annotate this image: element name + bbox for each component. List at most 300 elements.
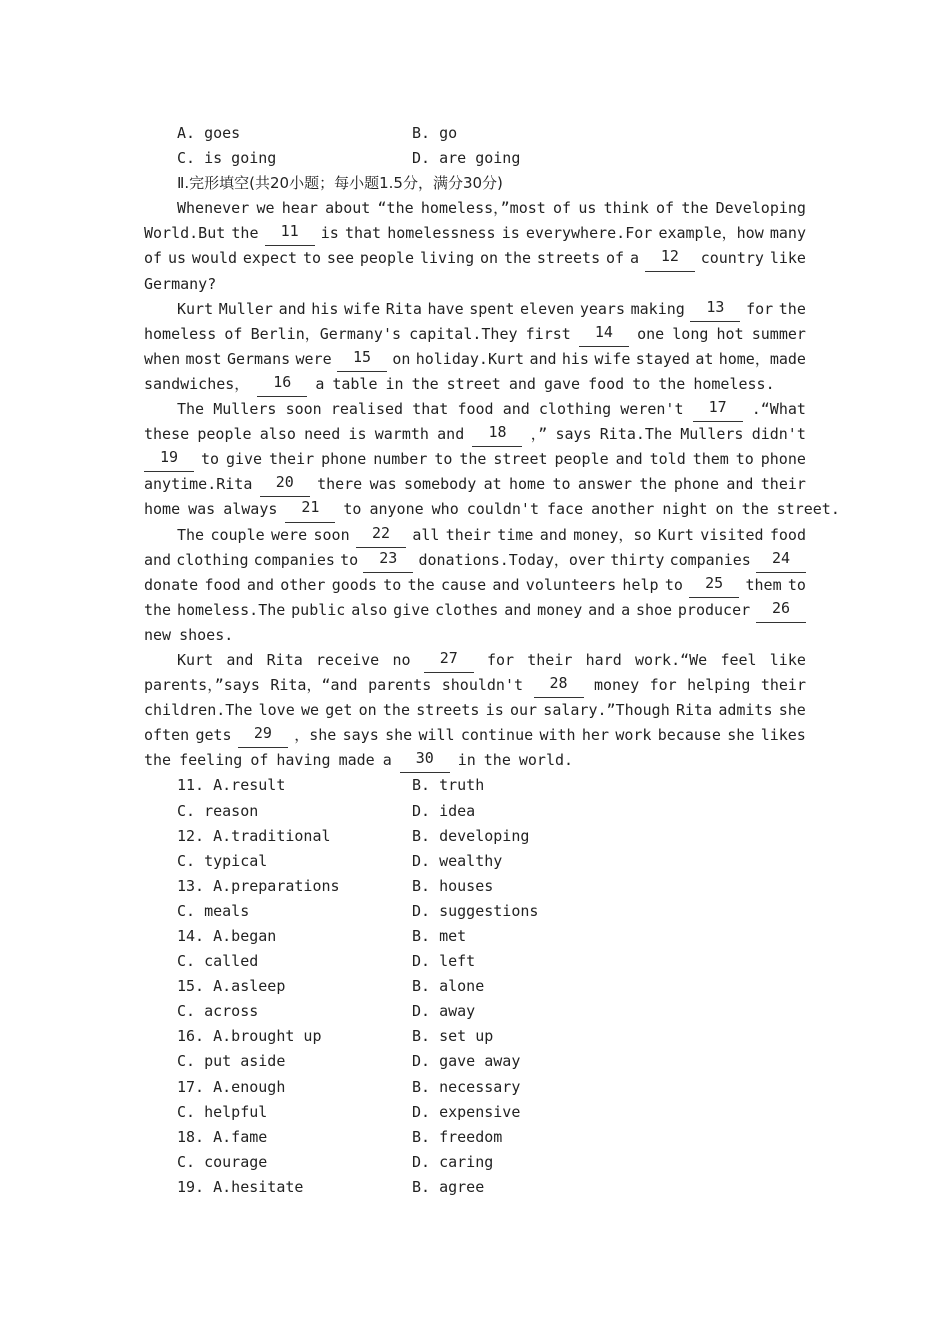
word: on [358, 701, 377, 720]
word: the [778, 299, 806, 318]
word: parents [368, 676, 432, 695]
text-line [144, 347, 806, 372]
word: also [351, 600, 388, 619]
text-line [144, 623, 806, 648]
word: receive [316, 650, 380, 669]
word: and [278, 299, 306, 318]
word: and [539, 525, 567, 544]
answer-blank: 27 [424, 648, 474, 673]
word: us [578, 199, 597, 218]
paragraph [144, 297, 806, 397]
option-a: C. typical [177, 851, 268, 870]
word: work [615, 726, 652, 745]
word: many [769, 224, 806, 243]
word: .“What [751, 400, 806, 419]
word: world. [518, 751, 574, 770]
word: the [231, 224, 259, 243]
word: homeless，”most [420, 199, 546, 218]
word: wife [344, 299, 381, 318]
word: the [483, 751, 511, 770]
word: long [672, 324, 709, 343]
text-line [144, 748, 806, 773]
option-row [144, 899, 806, 924]
answer-blank: 11 [265, 221, 315, 246]
option-a: A. goes [177, 124, 241, 142]
word: she [727, 726, 755, 745]
word: see [326, 249, 354, 268]
option-a: C. courage [177, 1152, 268, 1171]
word: cause [440, 575, 487, 594]
word: Rita [385, 299, 422, 318]
word: was [188, 500, 216, 519]
option-row [144, 773, 806, 798]
answer-blank: 24 [756, 548, 806, 573]
word: is [501, 224, 520, 243]
text-line [144, 322, 806, 347]
text-line [144, 372, 806, 397]
word: to [383, 575, 402, 594]
word: them [745, 575, 782, 594]
word: to [787, 575, 806, 594]
word: there [317, 475, 363, 494]
word: their [760, 475, 806, 494]
word: we [300, 701, 320, 720]
option-b: D. idea [412, 801, 476, 820]
word: to [343, 500, 362, 519]
word: and [588, 600, 616, 619]
word: to [664, 575, 683, 594]
option-b: B. agree [412, 1177, 485, 1196]
option-row [144, 824, 806, 849]
word: ，” [530, 425, 548, 444]
option-b: D. caring [412, 1152, 494, 1171]
word: World.But [144, 224, 226, 243]
option-a: 17. A.enough [177, 1077, 286, 1096]
text-line [144, 397, 806, 422]
option-row [144, 999, 806, 1024]
word: admits [718, 701, 773, 720]
word: and [504, 600, 532, 619]
option-a: 18. A.fame [177, 1127, 268, 1146]
word: her [581, 726, 609, 745]
word: their [527, 650, 573, 669]
word: somebody [404, 475, 477, 494]
word: answer [577, 475, 633, 494]
word: ，she [294, 726, 337, 745]
option-b: D. wealthy [412, 851, 503, 870]
option-row [144, 849, 806, 874]
word: first [525, 324, 571, 343]
word: and [246, 575, 274, 594]
word: night [662, 500, 708, 519]
word: is [348, 425, 367, 444]
word: Rita [675, 701, 713, 720]
word: volunteers [525, 575, 617, 594]
word: Mullers [680, 425, 744, 444]
option-a: 16. A.brought up [177, 1027, 322, 1046]
word: living [419, 249, 475, 268]
text-line [144, 523, 806, 548]
word: in [457, 751, 476, 770]
option-row [144, 1175, 806, 1200]
answer-blank: 17 [693, 397, 743, 422]
word: money [593, 676, 640, 695]
word: The [177, 400, 205, 419]
word: and [615, 450, 643, 469]
word: street [493, 450, 548, 469]
word: have [427, 299, 464, 318]
option-row [144, 121, 806, 146]
word: of [224, 324, 243, 343]
word: stayed [635, 349, 690, 368]
word: help [622, 575, 659, 594]
word: his [561, 349, 589, 368]
option-row [144, 1024, 806, 1049]
word: and [492, 575, 520, 594]
text-line [144, 272, 806, 297]
word: number [373, 450, 428, 469]
text-line [144, 497, 840, 522]
word: producer [677, 600, 751, 619]
word: to [340, 550, 359, 569]
word: always [223, 500, 278, 519]
word: years [579, 299, 625, 318]
option-a: C. put aside [177, 1052, 286, 1071]
word: likes [760, 726, 806, 745]
word: Rita.The [599, 425, 673, 444]
answer-blank: 19 [144, 447, 194, 472]
word: were [295, 349, 332, 368]
word: soon [285, 400, 322, 419]
word: spent [469, 299, 515, 318]
word: the [411, 374, 439, 393]
word: realised [330, 400, 404, 419]
option-row [144, 146, 806, 171]
option-b: D. left [412, 952, 476, 971]
word: of [553, 199, 572, 218]
word: Developing [715, 199, 806, 218]
word: Kurt [177, 299, 214, 318]
text-line [144, 221, 806, 246]
word: homeless. [693, 374, 775, 393]
word: on [480, 249, 499, 268]
answer-blank: 26 [756, 598, 806, 623]
word: that [344, 224, 382, 243]
word: other [280, 575, 326, 594]
word: at [695, 349, 714, 368]
word: Germany? [144, 274, 217, 293]
word: clothing [176, 550, 249, 569]
answer-blank: 12 [645, 246, 695, 271]
word: of [250, 751, 269, 770]
word: would [191, 249, 238, 268]
word: homeless.The [176, 600, 286, 619]
word: the [382, 701, 410, 720]
word: people [197, 425, 252, 444]
text-line [144, 196, 806, 221]
option-row [144, 1125, 806, 1150]
word: food [204, 575, 241, 594]
word: says [555, 425, 592, 444]
word: parents，”says [144, 676, 260, 695]
paragraph [144, 523, 806, 648]
text-line [144, 598, 806, 623]
option-a: 19. A.hesitate [177, 1177, 304, 1196]
word: Berlin，Germany's [250, 324, 402, 343]
word: the [503, 249, 532, 268]
word: Germans [226, 349, 291, 368]
word: streets [536, 249, 601, 268]
word: street. [776, 500, 840, 519]
answer-blank: 18 [472, 422, 522, 447]
word: gets [195, 726, 232, 745]
word: of [656, 199, 675, 218]
word: a [621, 600, 631, 619]
word: home，made [718, 349, 806, 368]
answer-options [144, 773, 806, 1200]
word: was [369, 475, 397, 494]
answer-blank: 21 [285, 497, 335, 522]
word: to [200, 450, 219, 469]
word: we [256, 199, 275, 218]
word: get [325, 701, 353, 720]
word: Muller [218, 299, 273, 318]
word: in [385, 374, 404, 393]
word: to [434, 450, 453, 469]
answer-blank: 25 [689, 573, 739, 598]
text-line [144, 723, 806, 748]
word: she [385, 726, 413, 745]
word: goods [331, 575, 377, 594]
word: continue [460, 726, 534, 745]
word: and [508, 374, 536, 393]
word: phone [760, 450, 806, 469]
text-line [144, 447, 806, 472]
word: that [412, 400, 449, 419]
option-row [144, 1150, 806, 1175]
word: phone [321, 450, 367, 469]
word: Rita，“and [270, 676, 358, 695]
word: didn't [751, 425, 806, 444]
word: no [392, 650, 411, 669]
word: clothes [435, 600, 499, 619]
word: streets [416, 701, 480, 720]
word: food [457, 400, 494, 419]
text-line [144, 698, 806, 723]
word: table [332, 374, 378, 393]
word: love [258, 701, 295, 720]
option-b: B. truth [412, 776, 485, 795]
word: one [637, 324, 665, 343]
option-a: C. meals [177, 901, 250, 920]
word: face [547, 500, 584, 519]
word: these [144, 425, 190, 444]
text-line [144, 548, 806, 573]
word: sandwiches， [144, 374, 250, 393]
option-b: B. alone [412, 977, 485, 996]
word: the [144, 751, 172, 770]
previous-question-options [144, 121, 806, 171]
option-a: C. across [177, 1002, 259, 1021]
text-line [144, 422, 806, 447]
word: couple [210, 525, 265, 544]
word: their [445, 525, 491, 544]
word: anyone [369, 500, 424, 519]
word: new [144, 625, 172, 644]
word: the [741, 500, 769, 519]
word: hard [585, 650, 622, 669]
text-line [144, 573, 806, 598]
word: a [382, 751, 392, 770]
word: children.The [144, 701, 253, 720]
cloze-passage [144, 196, 840, 773]
option-b: B. go [412, 124, 458, 142]
text-line [144, 297, 806, 322]
word: weren't [620, 400, 684, 419]
word: and [437, 425, 465, 444]
word: feeling [179, 751, 243, 770]
word: when [144, 349, 181, 368]
word: to [735, 450, 754, 469]
word: our [509, 701, 538, 720]
word: visited [700, 525, 764, 544]
word: holiday.Kurt [415, 349, 525, 368]
word: for [486, 650, 515, 669]
word: Mullers [213, 400, 277, 419]
word: their [760, 676, 806, 695]
option-b: B. set up [412, 1027, 494, 1046]
word: the [144, 600, 172, 619]
word: street [446, 374, 501, 393]
word: shouldn't [441, 676, 524, 695]
word: about [325, 199, 371, 218]
word: helping [687, 676, 751, 695]
text-line [144, 673, 806, 698]
section-title: Ⅱ.完形填空(共20小题；每小题1.5分，满分30分) [177, 174, 503, 193]
option-a: C. is going [177, 149, 277, 168]
word: to [302, 249, 322, 268]
word: Kurt [177, 650, 214, 669]
word: and [502, 400, 530, 419]
answer-blank: 29 [238, 723, 288, 748]
exam-content [144, 121, 840, 1200]
answer-blank: 13 [690, 297, 740, 322]
option-row [144, 1049, 806, 1074]
word: everywhere.For [525, 224, 653, 243]
word: feel [720, 650, 757, 669]
word: “the [377, 199, 414, 218]
word: homeless [144, 324, 217, 343]
word: salary.”Though [543, 701, 670, 720]
word: warmth [374, 425, 429, 444]
word: also [259, 425, 296, 444]
paragraph [144, 397, 840, 522]
option-a: 15. A.asleep [177, 977, 286, 996]
word: hear [281, 199, 318, 218]
text-line [144, 246, 806, 271]
option-row [144, 1075, 806, 1100]
word: like [769, 650, 806, 669]
word: eleven [520, 299, 575, 318]
option-a: 13. A.preparations [177, 876, 340, 895]
text-line [144, 648, 806, 673]
word: made [338, 751, 375, 770]
word: summer [751, 324, 806, 343]
answer-blank: 22 [356, 523, 406, 548]
option-row [144, 799, 806, 824]
option-b: B. freedom [412, 1127, 503, 1146]
word: them [692, 450, 729, 469]
word: need [304, 425, 341, 444]
word: who [431, 500, 459, 519]
word: phone [673, 475, 719, 494]
word: and [726, 475, 754, 494]
word: of [606, 249, 625, 268]
word: for [746, 299, 774, 318]
option-row [144, 949, 806, 974]
word: most [185, 349, 222, 368]
answer-blank: 23 [363, 548, 413, 573]
answer-blank: 20 [260, 472, 310, 497]
option-b: B. necessary [412, 1077, 521, 1096]
word: told [649, 450, 686, 469]
word: on [715, 500, 734, 519]
word: and [529, 349, 557, 368]
word: the [407, 575, 435, 594]
answer-blank: 15 [337, 347, 387, 372]
option-b: D. away [412, 1002, 476, 1021]
word: donate [144, 575, 199, 594]
word: give [393, 600, 430, 619]
word: on [392, 349, 411, 368]
answer-blank: 28 [534, 673, 584, 698]
option-b: B. developing [412, 826, 530, 845]
word: is [320, 224, 339, 243]
word: home [144, 500, 181, 519]
word: donations.Today，over [418, 550, 606, 569]
word: his [311, 299, 339, 318]
option-b: D. gave away [412, 1052, 521, 1071]
word: were [271, 525, 308, 544]
word: having [276, 751, 331, 770]
word: people [554, 450, 609, 469]
word: give [225, 450, 263, 469]
word: people [359, 249, 415, 268]
word: a [315, 374, 325, 393]
option-b: D. are going [412, 149, 521, 168]
paragraph [144, 648, 806, 773]
word: the [459, 450, 487, 469]
option-b: B. met [412, 927, 467, 945]
word: hot [716, 324, 744, 343]
option-a: C. reason [177, 801, 259, 820]
word: food [769, 525, 806, 544]
word: Kurt [657, 525, 694, 544]
word: to [632, 374, 651, 393]
word: because [657, 726, 721, 745]
word: for [649, 676, 677, 695]
word: gave [543, 374, 581, 393]
option-b: B. houses [412, 876, 494, 895]
word: like [769, 249, 806, 268]
option-b: D. expensive [412, 1102, 521, 1121]
word: with [539, 726, 576, 745]
word: Rita [266, 650, 303, 669]
word: companies [669, 550, 751, 569]
word: all [412, 525, 440, 544]
text-line [144, 472, 806, 497]
word: the [639, 475, 667, 494]
